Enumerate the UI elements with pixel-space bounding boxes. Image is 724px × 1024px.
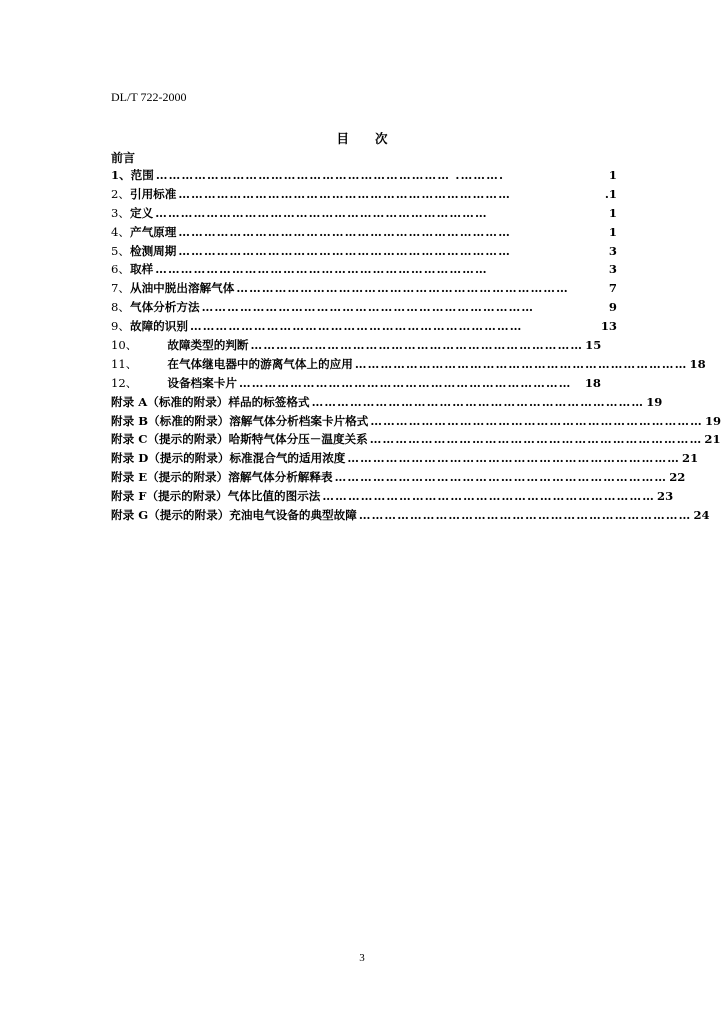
toc-entry-number: 11、 — [111, 356, 138, 371]
toc-entry-leader: …………………………………………………………………… — [250, 338, 584, 353]
toc-entry-page: 3 — [608, 262, 617, 277]
toc-entry[interactable] — [111, 279, 617, 298]
toc-entry-number: 2、 — [111, 186, 130, 201]
toc-entry-label: 取样 — [129, 262, 154, 277]
toc-entry[interactable] — [111, 374, 601, 393]
toc-title — [0, 129, 724, 147]
toc-entry-label: （提示的附录）标准混合气的适用浓度 — [148, 451, 346, 466]
toc-entry-number: 7、 — [111, 281, 130, 296]
toc-entry-leader: …………………………………………………………………… — [311, 394, 645, 409]
toc-entry-leader: …………………………………………………………………… — [358, 508, 692, 523]
toc-entry[interactable] — [111, 468, 686, 487]
toc-entry[interactable] — [111, 449, 699, 468]
toc-entry-page: 1 — [608, 224, 617, 239]
toc-entry-leader: …………………………………………………………………… — [334, 470, 668, 485]
toc-entry-page: 15 — [585, 338, 602, 353]
toc-entry-label: 产气原理 — [129, 224, 177, 239]
toc-entry[interactable] — [111, 185, 617, 204]
page-number: 3 — [359, 952, 365, 964]
toc-entry-leader: …………………………………………………………………… — [155, 262, 488, 277]
toc-entry-number: 10、 — [111, 338, 138, 353]
toc-entry[interactable] — [111, 204, 617, 223]
toc-entry-number: 附录 D — [111, 451, 149, 466]
toc-entry-page: 1 — [608, 205, 617, 220]
toc-entry-page: 22 — [669, 470, 686, 485]
toc-entry-page: 19 — [646, 394, 663, 409]
toc-entry-page: 23 — [657, 489, 674, 504]
toc-entry-leader: …………………………………………………………………… — [155, 205, 488, 220]
toc-entry-number: 附录 C — [111, 432, 148, 447]
toc-entry-leader: …………………………………………………………… .………. — [155, 168, 505, 182]
toc-entry[interactable] — [111, 430, 721, 449]
toc-entry-leader: …………………………………………………………………… — [354, 356, 688, 371]
toc-entry-label: （标准的附录）溶解气体分析档案卡片格式 — [148, 413, 369, 428]
toc-entry-leader: …………………………………………………………………… — [322, 489, 656, 504]
toc-entry-leader: …………………………………………………………………… — [347, 451, 681, 466]
toc-entry[interactable] — [111, 336, 601, 355]
toc-title-right: 次 — [375, 131, 388, 146]
toc-entry[interactable] — [111, 487, 674, 506]
toc-entry-leader: …………………………………………………………………… — [370, 413, 703, 428]
toc-entry[interactable] — [111, 393, 663, 412]
toc-entry-leader: …………………………………………………………………… — [238, 375, 572, 390]
toc-entry-number: 附录 E — [111, 470, 148, 485]
toc-entry-page: 3 — [608, 243, 617, 258]
standard-id: DL/T 722-2000 — [111, 90, 187, 104]
toc-entry-leader: …………………………………………………………………… — [189, 319, 523, 334]
toc-entry[interactable] — [111, 355, 706, 374]
toc-entry-label: （提示的附录）溶解气体分析解释表 — [147, 470, 333, 485]
toc-entry-page: 19 — [704, 413, 722, 428]
toc-entry-page: 7 — [608, 281, 617, 296]
toc-entry-page: 1 — [608, 168, 617, 182]
toc-entry-label: 在气体继电器中的游离气体上的应用 — [167, 356, 353, 371]
toc-entry-label: 从油中脱出溶解气体 — [129, 281, 235, 296]
toc-entry-page: 24 — [693, 508, 710, 523]
toc-entry-leader: …………………………………………………………………… — [369, 432, 703, 447]
toc-entry-number: 4、 — [111, 224, 130, 239]
toc-entry-page: 21 — [682, 451, 699, 466]
toc-entry[interactable] — [111, 166, 617, 185]
toc-entry-number: 1、 — [111, 168, 131, 182]
toc-entry-leader: …………………………………………………………………… — [178, 224, 512, 239]
toc-entry-label: 气体分析方法 — [129, 300, 200, 315]
toc-entry-page: 9 — [608, 300, 617, 315]
toc-entry-page: .1 — [604, 186, 617, 201]
toc-entry-label: 设备档案卡片 — [167, 375, 237, 390]
toc-entry-number: 9、 — [111, 319, 130, 334]
toc-entry-page: 13 — [600, 319, 617, 334]
toc-entry-page: 18 — [584, 375, 601, 390]
toc-entry[interactable] — [111, 298, 617, 317]
toc-entry-label: 引用标准 — [129, 186, 177, 201]
toc-entry-leader: …………………………………………………………………… — [236, 281, 569, 296]
toc-entry-page: 21 — [704, 432, 721, 447]
toc-entry-number: 3、 — [111, 205, 130, 220]
toc-entry-label: 定义 — [129, 205, 154, 220]
toc-entry-label: （提示的附录）气体比值的图示法 — [146, 489, 321, 504]
toc-entry-label: 检测周期 — [129, 243, 177, 258]
toc-entry-number: 附录 G — [111, 508, 149, 523]
toc-entry-leader: …………………………………………………………………… — [201, 300, 535, 315]
toc-entry-number: 12、 — [111, 375, 138, 390]
toc-entry[interactable] — [111, 242, 617, 261]
toc-entry-number: 5、 — [111, 243, 130, 258]
toc-entry-number: 6、 — [111, 262, 130, 277]
toc-entry-leader: …………………………………………………………………… — [178, 186, 512, 201]
toc-entry-page: 18 — [689, 356, 706, 371]
toc-preface: 前言 — [111, 151, 136, 165]
toc-entry-number: 附录 A — [111, 394, 148, 409]
toc-entry-label: （标准的附录）样品的标签格式 — [147, 394, 310, 409]
toc-entry[interactable] — [111, 412, 722, 431]
toc-entry[interactable] — [111, 223, 617, 242]
toc-entry-label: 故障的识别 — [129, 319, 188, 334]
toc-entry-number: 附录 F — [111, 489, 147, 504]
toc-entry[interactable] — [111, 260, 617, 279]
toc-entry[interactable] — [111, 506, 710, 525]
toc-entry-label: （提示的附录）哈斯特气体分压－温度关系 — [147, 432, 368, 447]
toc-title-left: 目 — [336, 131, 349, 146]
toc-entry-number: 附录 B — [111, 413, 149, 428]
toc-entry[interactable] — [111, 317, 617, 336]
toc-entry-label: 故障类型的判断 — [167, 338, 249, 353]
toc-entry-label: 范围 — [130, 168, 154, 182]
toc-entry-label: （提示的附录）充油电气设备的典型故障 — [148, 508, 357, 523]
toc-entry-number: 8、 — [111, 300, 130, 315]
toc-list — [111, 166, 722, 525]
toc-entry-leader: …………………………………………………………………… — [178, 243, 512, 258]
